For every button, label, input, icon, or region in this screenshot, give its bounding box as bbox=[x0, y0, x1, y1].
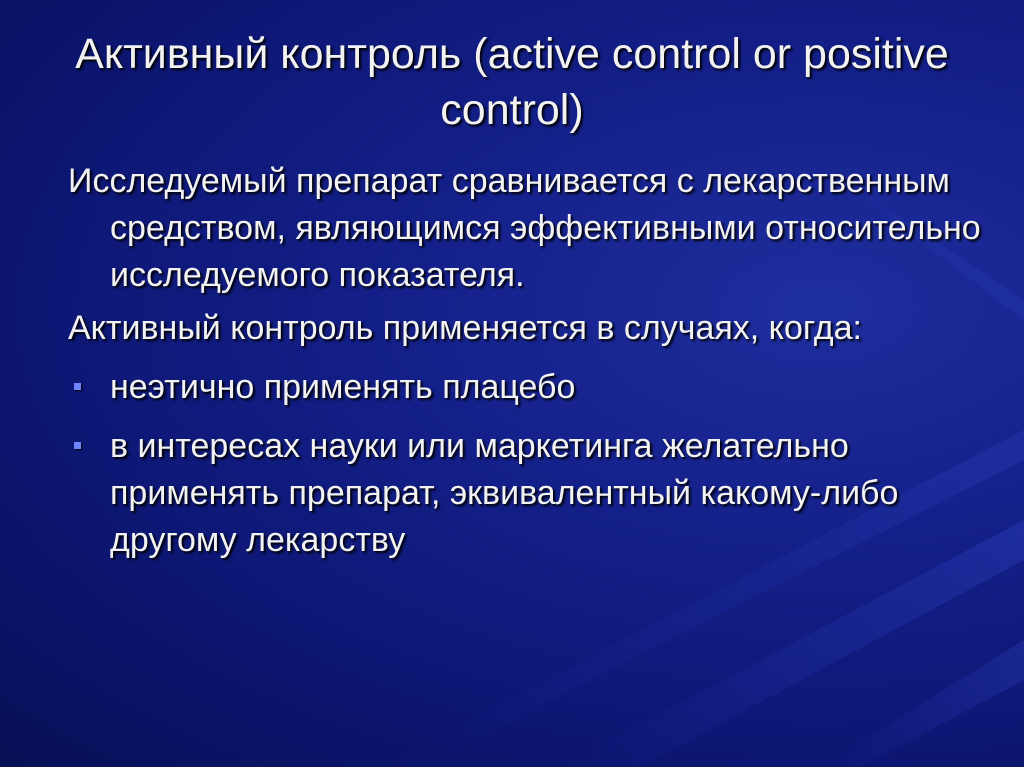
bullet-text: в интересах науки или маркетинга желательно применять препарат, эквивалентный какому-либо другому лекарству bbox=[110, 427, 899, 559]
square-bullet-icon bbox=[74, 383, 81, 390]
slide-body bbox=[68, 158, 988, 570]
slide-title: Активный контроль (active control or positive control) bbox=[75, 30, 949, 134]
square-bullet-icon bbox=[74, 442, 81, 449]
bullet-item bbox=[68, 423, 988, 564]
paragraph-definition: Исследуемый препарат сравнивается с лекарственным средством, являющимся эффективными относительно исследуемого показателя. bbox=[68, 162, 981, 294]
bullet-text: неэтично применять плацебо bbox=[110, 368, 576, 406]
paragraph-cases-intro: Активный контроль применяется в случаях, когда: bbox=[68, 309, 862, 347]
bullet-item bbox=[68, 364, 988, 411]
